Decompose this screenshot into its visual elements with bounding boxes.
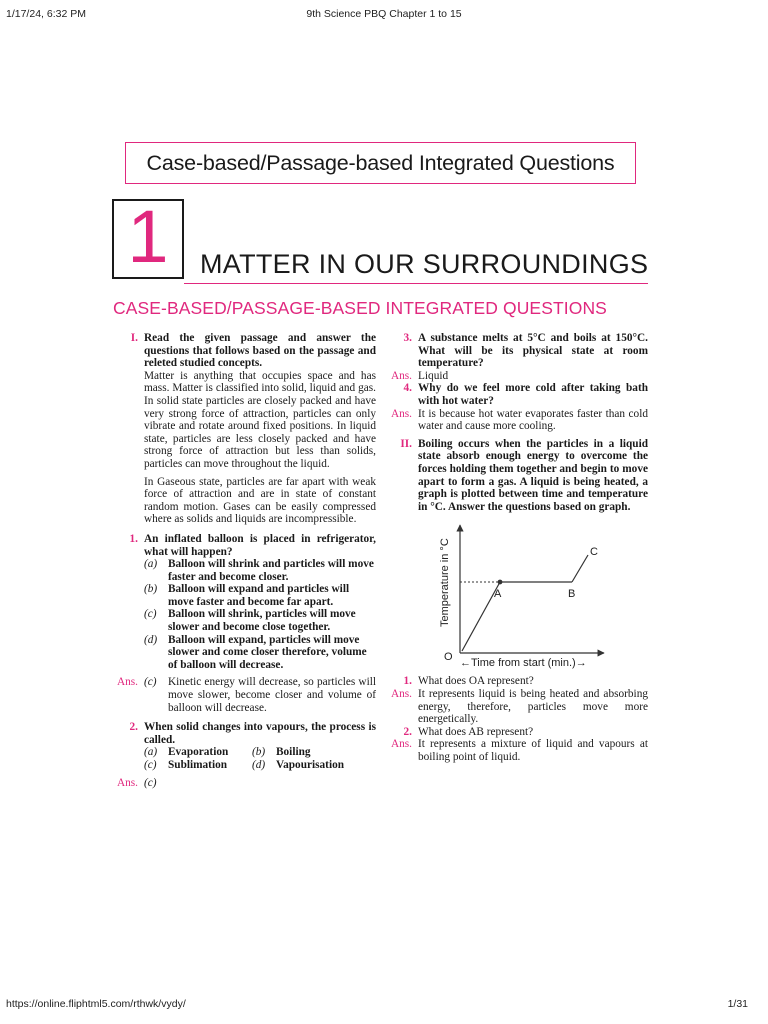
- print-header: [6, 8, 762, 24]
- question-number: 2.: [403, 725, 412, 738]
- answer-text: It represents liquid is being heated and absorbing energy, therefore, particles move more energetically.: [418, 687, 648, 726]
- option-label: (b): [144, 583, 158, 596]
- passage-instruction-text: Read the given passage and answer the questions that follows based on the passage and releted studied concepts.: [144, 332, 376, 370]
- y-axis-label: Temperature in °C: [439, 538, 451, 628]
- option-d: [112, 634, 376, 672]
- option-label: (a): [144, 558, 158, 571]
- chapter-title-rule: [184, 283, 648, 284]
- question-text: A substance melts at 5°C and boils at 150°C. What will be its physical state at room temperature?: [418, 332, 648, 370]
- question-number: 1.: [129, 532, 138, 545]
- print-page-number: 1/31: [727, 998, 748, 1010]
- option-text: Sublimation: [168, 759, 228, 771]
- print-url: https://online.fliphtml5.com/rthwk/vydy/: [6, 998, 186, 1010]
- question-3: [386, 332, 648, 370]
- options-row-2: [112, 759, 376, 772]
- chapter-number: 1: [127, 195, 169, 278]
- question-number: 4.: [403, 382, 412, 395]
- answer-4: [386, 408, 648, 433]
- section-heading: CASE-BASED/PASSAGE-BASED INTEGRATED QUESTIONS: [113, 298, 607, 318]
- answer-marker: Ans.: [390, 687, 412, 700]
- option-label: (c): [144, 759, 157, 771]
- answer-1: [112, 676, 376, 714]
- question-text: When solid changes into vapours, the process is called.: [144, 721, 376, 746]
- print-footer: [6, 998, 762, 1014]
- question-text: What does AB represent?: [418, 725, 534, 738]
- answer-label: (c): [144, 776, 157, 789]
- question-number: 2.: [129, 721, 138, 734]
- x-axis-label: ←Time from start (min.)→: [460, 657, 587, 670]
- options-row-1: [112, 746, 376, 759]
- passage-instruction: [112, 332, 376, 370]
- question-number: 3.: [403, 332, 412, 344]
- option-label: (d): [252, 759, 266, 771]
- option-text: Balloon will expand, particles will move slower and come closer therefore, volume of balloon will decrease.: [168, 633, 367, 671]
- left-column: [112, 332, 376, 789]
- option-label: (d): [144, 633, 158, 646]
- right-column: [386, 332, 648, 763]
- segment-bc: [572, 555, 588, 582]
- option-text: Evaporation: [168, 746, 229, 759]
- print-document-title: 9th Science PBQ Chapter 1 to 15: [306, 8, 462, 20]
- option-b: [112, 583, 376, 608]
- option-c: [112, 608, 376, 633]
- temperature-time-graph: [386, 513, 648, 675]
- option-label: (c): [144, 608, 157, 621]
- answer-marker: Ans.: [116, 676, 138, 689]
- option-text: Balloon will expand and particles will move faster and become far apart.: [168, 583, 350, 608]
- question-text: What does OA represent?: [418, 675, 534, 688]
- passage-paragraph-1: Matter is anything that occupies space and has mass. Matter is classified into solid, liquid and gas. In solid state particles are closely packed and have very strong force of attraction, particles can only vibrate and rotate around fixed positions. In liquid state, particles are less closely packed and have strong force of attraction but less than solids, particles can move throughout the liquid.: [144, 369, 376, 470]
- question-4: [386, 382, 648, 407]
- answer-text: Kinetic energy will decrease, so particles will move slower, become closer and volume of balloon will decrease.: [168, 676, 376, 714]
- passage-marker: I.: [130, 332, 138, 344]
- option-text: Vapourisation: [276, 759, 345, 771]
- question-text: An inflated balloon is placed in refrigerator, what will happen?: [144, 532, 376, 558]
- answer-text: It represents a mixture of liquid and vapours at boiling point of liquid.: [418, 738, 648, 763]
- question-text: Why do we feel more cold after taking bath with hot water?: [418, 382, 648, 407]
- option-text: Boiling: [276, 746, 311, 759]
- answer-3: [386, 370, 648, 383]
- passage-2: [386, 438, 648, 514]
- option-text: Balloon will shrink and particles will move faster and become closer.: [168, 558, 374, 583]
- point-a-marker: [498, 580, 503, 585]
- question-2: [112, 721, 376, 746]
- point-label-b: B: [568, 588, 576, 601]
- option-text: Balloon will shrink, particles will move slower and become close together.: [168, 608, 356, 634]
- option-label: (b): [252, 746, 266, 759]
- graph-question-1: [386, 675, 648, 688]
- graph-svg: [386, 513, 648, 675]
- graph-question-2: [386, 726, 648, 739]
- print-datetime: 1/17/24, 6:32 PM: [6, 8, 86, 20]
- option-label: (a): [144, 746, 158, 759]
- passage-marker: II.: [400, 437, 412, 450]
- chapter-title: MATTER IN OUR SURROUNDINGS: [200, 249, 649, 279]
- passage-paragraph-2: In Gaseous state, particles are far apart with weak force of attraction and are in state of constant random motion. Gases can be easily compressed where as solids and liquids are incompressible.: [144, 475, 376, 526]
- answer-text: Liquid: [418, 369, 449, 382]
- answer-label: (c): [144, 676, 157, 689]
- question-number: 1.: [403, 675, 412, 688]
- answer-marker: Ans.: [390, 738, 412, 751]
- answer-marker: Ans.: [390, 369, 412, 382]
- point-label-a: A: [494, 588, 502, 601]
- point-label-c: C: [590, 546, 598, 559]
- answer-text: It is because hot water evaporates faster than cold water and cause more cooling.: [418, 407, 648, 433]
- answer-2: [112, 777, 376, 790]
- passage-text: Boiling occurs when the particles in a liquid state absorb enough energy to overcome the forces holding them together and begin to move apart to form a gas. A liquid is being heated, a graph is plotted between time and temperature in °C. Answer the questions based on graph.: [418, 437, 648, 513]
- answer-marker: Ans.: [390, 407, 412, 420]
- graph-answer-2: [386, 738, 648, 763]
- option-a: [112, 558, 376, 583]
- answer-marker: Ans.: [116, 776, 138, 789]
- question-1: [112, 533, 376, 558]
- banner-title: Case-based/Passage-based Integrated Questions: [125, 142, 636, 184]
- graph-answer-1: [386, 688, 648, 726]
- point-label-o: O: [444, 651, 453, 664]
